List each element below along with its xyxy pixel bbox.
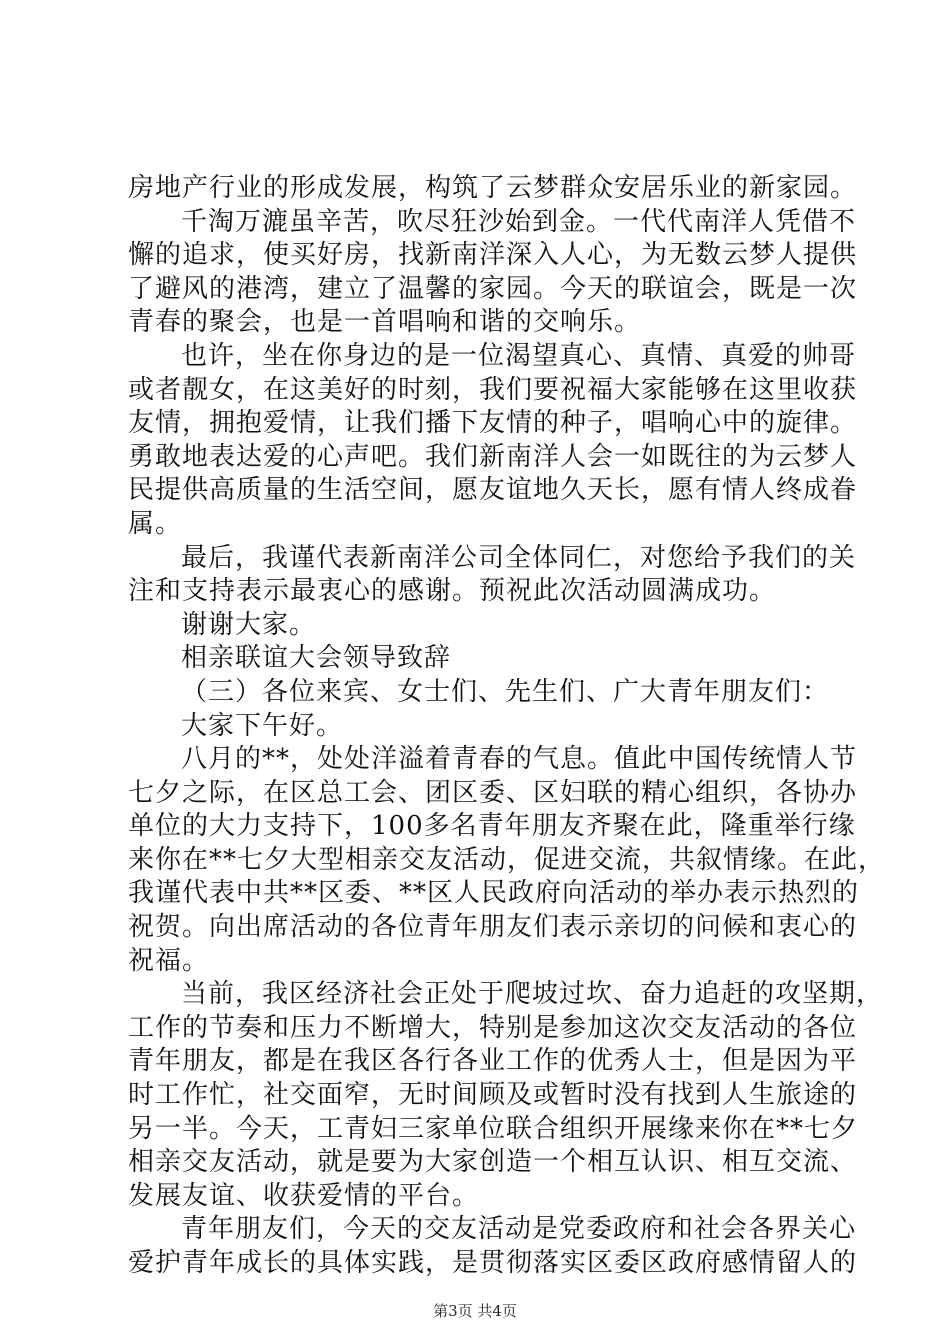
text-line: 时工作忙，社交面窄，无时间顾及或暂时没有找到人生旅途的 [128,1080,858,1111]
text-line: 属。 [128,508,183,539]
text-line: 祝贺。向出席活动的各位青年朋友们表示亲切的问候和衷心的 [128,912,858,943]
text-line: 友情，拥抱爱情，让我们播下友情的种子，唱响心中的旋律。 [128,408,858,439]
text-line: （三）各位来宾、女士们、先生们、广大青年朋友们： [181,676,830,707]
document-body [128,172,886,1281]
text-line: 谢谢大家。 [181,609,317,640]
text-line: 房地产行业的形成发展，构筑了云梦群众安居乐业的新家园。 [128,173,858,203]
text-line: 或者靓女，在这美好的时刻，我们要祝福大家能够在这里收获 [128,374,858,405]
text-line: 当前，我区经济社会正处于爬坡过坎、奋力追赶的攻坚期， [181,979,884,1010]
text-line: 发展友谊、收获爱情的平台。 [128,1180,480,1211]
text-line: 青年朋友们，今天的交友活动是党委政府和社会各界关心 [181,1214,857,1245]
text-line: 了避风的港湾，建立了温馨的家园。今天的联谊会，既是一次 [128,273,858,304]
text-line: 青年朋友，都是在我区各行各业工作的优秀人士，但是因为平 [128,1046,858,1077]
text-line: 另一半。今天，工青妇三家单位联合组织开展缘来你在**七夕 [128,1113,859,1144]
text-line: 我谨代表中共**区委、**区人民政府向活动的举办表示热烈的 [128,878,860,909]
page-footer: 第3页 共4页 [433,1302,517,1320]
text-line: 相亲交友活动，就是要为大家创造一个相互认识、相互交流、 [128,1147,858,1178]
text-line: 注和支持表示最衷心的感谢。预祝此次活动圆满成功。 [128,576,777,607]
text-line: 青春的聚会，也是一首唱响和谐的交响乐。 [128,307,642,338]
text-line: 大家下午好。 [181,710,344,741]
text-line: 最后，我谨代表新南洋公司全体同仁，对您给予我们的关 [181,542,857,573]
text-line: 八月的**，处处洋溢着青春的气息。值此中国传统情人节 [181,744,858,775]
text-line: 也许，坐在你身边的是一位渴望真心、真情、真爱的帅哥 [181,340,857,371]
text-line: 单位的大力支持下，100多名青年朋友齐聚在此，隆重举行缘 [128,811,856,842]
text-line: 七夕之际，在区总工会、团区委、区妇联的精心组织，各协办 [128,777,858,808]
text-line: 来你在**七夕大型相亲交友活动，促进交流，共叙情缘。在此， [128,844,886,875]
text-line: 爱护青年成长的具体实践，是贯彻落实区委区政府感情留人的 [128,1248,858,1278]
text-line: 祝福。 [128,945,210,976]
text-line: 民提供高质量的生活空间，愿友谊地久天长，愿有情人终成眷 [128,475,858,506]
text-line: 千淘万漉虽辛苦，吹尽狂沙始到金。一代代南洋人凭借不 [181,206,857,237]
text-line: 懈的追求，使买好房，找新南洋深入人心，为无数云梦人提供 [128,240,858,271]
text-line: 工作的节奏和压力不断增大，特别是参加这次交友活动的各位 [128,1012,858,1043]
text-line: 勇敢地表达爱的心声吧。我们新南洋人会一如既往的为云梦人 [128,441,858,472]
text-line: 相亲联谊大会领导致辞 [181,643,452,674]
